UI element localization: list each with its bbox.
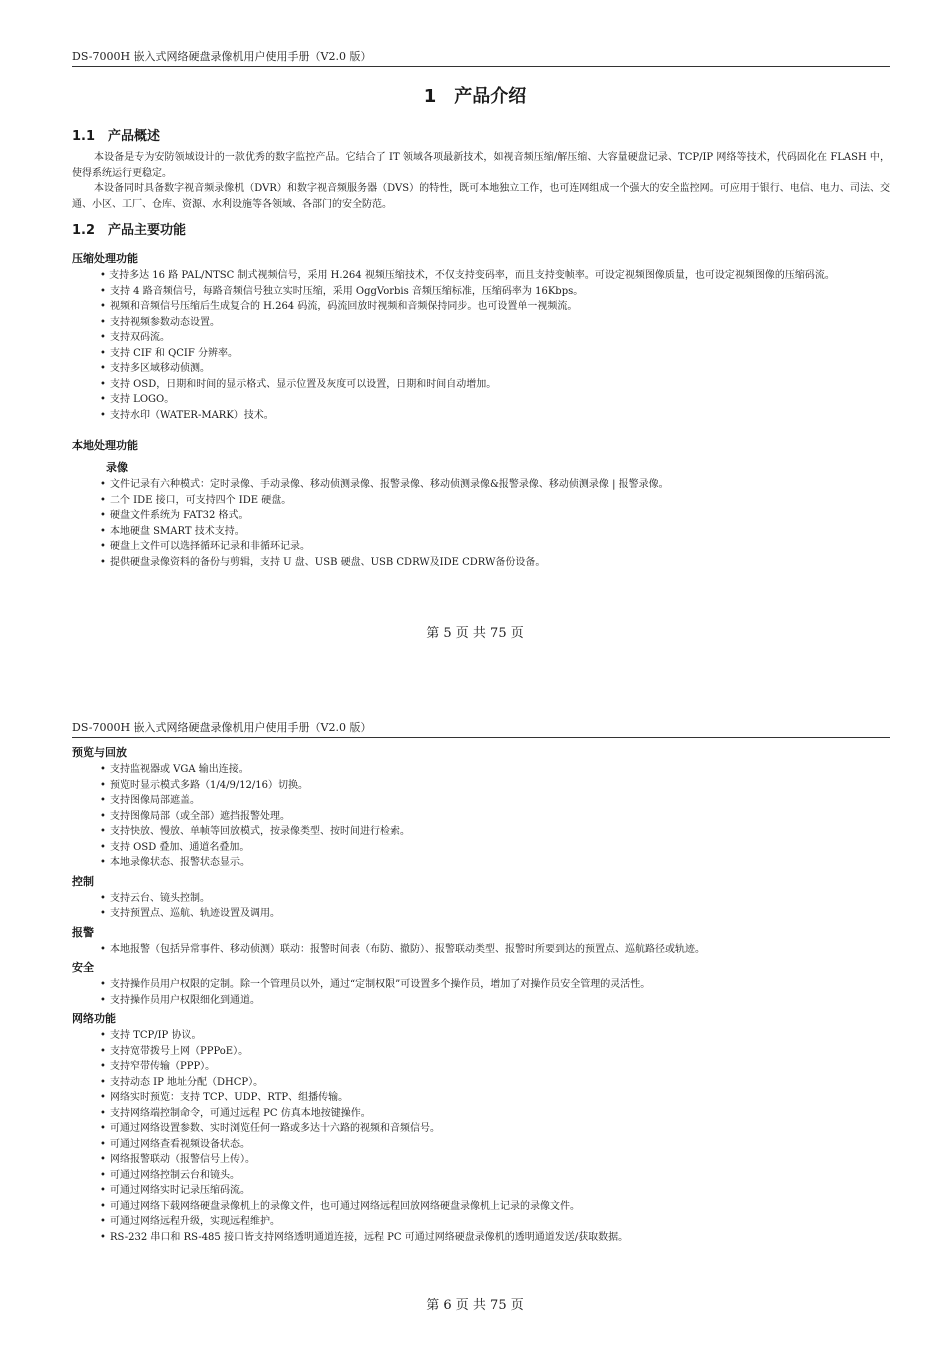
list-item: • 支持操作员用户权限细化到通道。 [100, 994, 260, 1006]
list-item: • 可通过网络远程升级，实现远程维护。 [100, 1216, 280, 1227]
network-list [72, 1028, 890, 1245]
page-6 [0, 672, 950, 1345]
chapter-title: 1 产品介绍 [423, 86, 527, 107]
list-item: • 支持 OSD 叠加、通道名叠加。 [100, 841, 250, 853]
list-item: • 支持动态 IP 地址分配（DHCP）。 [100, 1076, 264, 1088]
list-item: • 视频和音频信号压缩后生成复合的 H.264 码流，码流回放时视频和音频保持同步。也可设置单一视频流。 [100, 301, 578, 312]
list-item: • 支持 TCP/IP 协议。 [100, 1030, 202, 1041]
list-item: • 支持图像局部（或全部）遮挡报警处理。 [100, 810, 290, 822]
list-item: • 可通过网络设置参数、实时浏览任何一路或多达十六路的视频和音频信号。 [100, 1123, 440, 1134]
local-processing-heading: 本地处理功能 [72, 439, 138, 452]
overview-paragraph-1: 本设备是专为安防领域设计的一款优秀的数字监控产品。它结合了 IT 领域各项最新技术，如视音频压缩/解压缩、大容量硬盘记录、TCP/IP 网络等技术，代码固化在 FLASH 中，使得系统运行更稳定。 [72, 152, 890, 179]
list-item: • 硬盘文件系统为 FAT32 格式。 [100, 510, 249, 521]
security-list [72, 977, 890, 1008]
list-item: • 支持视频参数动态设置。 [100, 316, 220, 328]
list-item: • 支持监视器或 VGA 输出连接。 [100, 764, 249, 775]
list-item: • 可通过网络查看视频设备状态。 [100, 1138, 250, 1150]
list-item: • RS-232 串口和 RS-485 接口皆支持网络透明通道连接，远程 PC 可通过网络硬盘录像机的透明通道发送/获取数据。 [100, 1231, 629, 1243]
list-item: • 可通过网络下载网络硬盘录像机上的录像文件，也可通过网络远程回放网络硬盘录像机上记录的录像文件。 [100, 1200, 580, 1212]
list-item: • 文件记录有六种模式：定时录像、手动录像、移动侦测录像、报警录像、移动侦测录像&报警录像、移动侦测录像 | 报警录像。 [100, 479, 669, 490]
control-list [72, 891, 890, 922]
list-item: • 支持多区域移动侦测。 [100, 363, 210, 374]
alarm-list [72, 942, 890, 958]
list-item: • 网络报警联动（报警信号上传）。 [100, 1154, 255, 1165]
list-item: • 支持窄带传输（PPP）。 [100, 1061, 216, 1072]
control-heading: 控制 [72, 874, 94, 888]
list-item: • 支持快放、慢放、单帧等回放模式，按录像类型、按时间进行检索。 [100, 826, 410, 837]
list-item: • 支持宽带拨号上网（PPPoE）。 [100, 1045, 249, 1057]
page-number-footer: 第 5 页 共 75 页 [426, 626, 524, 641]
list-item: • 提供硬盘录像资料的备份与剪辑，支持 U 盘、USB 硬盘、USB CDRW及IDE CDRW备份设备。 [100, 556, 546, 568]
page-number-footer: 第 6 页 共 75 页 [426, 1298, 524, 1313]
list-item: • 支持 LOGO。 [100, 394, 175, 405]
page-5-content [72, 126, 890, 570]
compression-heading: 压缩处理功能 [72, 252, 138, 265]
security-heading: 安全 [72, 961, 94, 974]
compression-list [72, 268, 890, 423]
list-item: • 支持双码流。 [100, 332, 170, 343]
list-item: • 支持水印（WATER-MARK）技术。 [100, 409, 274, 421]
preview-list [72, 762, 890, 871]
list-item: • 可通过网络实时记录压缩码流。 [100, 1185, 250, 1196]
list-item: • 硬盘上文件可以选择循环记录和非循环记录。 [100, 541, 310, 552]
list-item: • 支持预置点、巡航、轨迹设置及调用。 [100, 908, 280, 919]
list-item: • 二个 IDE 接口，可支持四个 IDE 硬盘。 [100, 494, 292, 506]
page-6-content [72, 744, 890, 1245]
running-header: DS-7000H 嵌入式网络硬盘录像机用户使用手册（V2.0 版） [72, 721, 890, 738]
recording-list [72, 477, 890, 570]
list-item: • 网络实时预览：支持 TCP、UDP、RTP、组播传输。 [100, 1092, 349, 1103]
network-heading: 网络功能 [72, 1012, 116, 1025]
list-item: • 支持网络端控制命令，可通过远程 PC 仿真本地按键操作。 [100, 1107, 371, 1119]
list-item: • 预览时显示模式多路（1/4/9/12/16）切换。 [100, 779, 309, 791]
running-header: DS-7000H 嵌入式网络硬盘录像机用户使用手册（V2.0 版） [72, 50, 890, 67]
list-item: • 支持 4 路音频信号，每路音频信号独立实时压缩，采用 OggVorbis 音频压缩标准，压缩码率为 16Kbps。 [100, 285, 584, 297]
section-heading-1-1: 1.1 产品概述 [72, 129, 161, 144]
list-item: • 支持多达 16 路 PAL/NTSC 制式视频信号，采用 H.264 视频压缩技术，不仅支持变码率，而且支持变帧率。可设定视频图像质量，也可设定视频图像的压缩码流。 [100, 270, 835, 281]
list-item: • 支持 CIF 和 QCIF 分辨率。 [100, 347, 238, 359]
preview-playback-heading: 预览与回放 [72, 746, 127, 759]
list-item: • 本地录像状态、报警状态显示。 [100, 857, 250, 868]
overview-paragraph-2: 本设备同时具备数字视音频录像机（DVR）和数字视音频服务器（DVS）的特性，既可本地独立工作，也可连网组成一个强大的安全监控网。可应用于银行、电信、电力、司法、交通、小区、工厂、仓库、资源、水利设施等各领域、各部门的安全防范。 [72, 183, 890, 210]
list-item: • 可通过网络控制云台和镜头。 [100, 1169, 240, 1181]
section-heading-1-2: 1.2 产品主要功能 [72, 223, 187, 238]
list-item: • 支持云台、镜头控制。 [100, 892, 210, 904]
page-5 [0, 0, 950, 672]
list-item: • 支持 OSD，日期和时间的显示格式、显示位置及灰度可以设置，日期和时间自动增加。 [100, 378, 497, 390]
alarm-heading: 报警 [72, 925, 94, 939]
list-item: • 支持操作员用户权限的定制。除一个管理员以外，通过“定制权限”可设置多个操作员，增加了对操作员安全管理的灵活性。 [100, 979, 651, 990]
recording-heading: 录像 [106, 461, 128, 474]
list-item: • 支持图像局部遮盖。 [100, 795, 200, 806]
list-item: • 本地硬盘 SMART 技术支持。 [100, 525, 245, 537]
list-item: • 本地报警（包括异常事件、移动侦测）联动：报警时间表（布防、撤防）、报警联动类型、报警时所要到达的预置点、巡航路径或轨迹。 [100, 943, 705, 955]
